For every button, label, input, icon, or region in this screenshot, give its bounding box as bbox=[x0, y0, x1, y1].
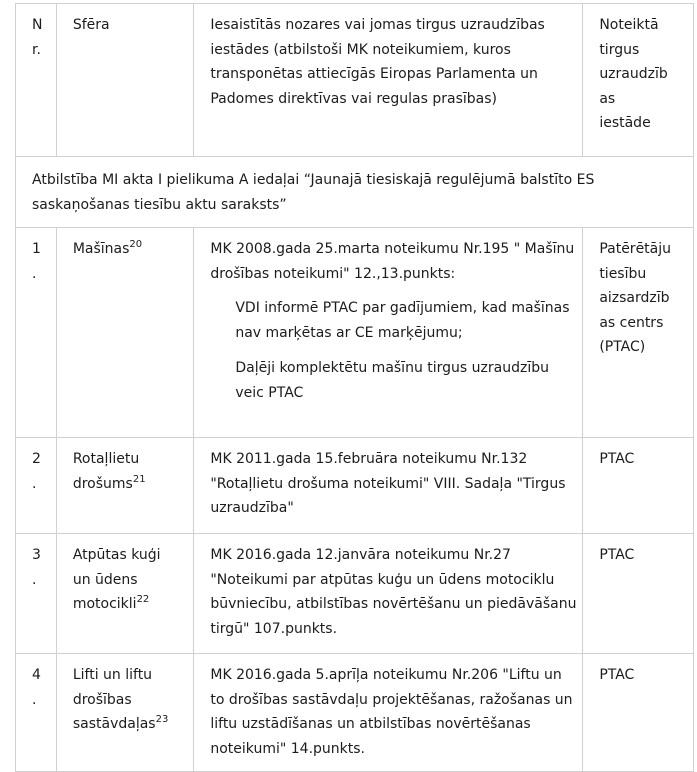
table-row bbox=[16, 534, 694, 654]
table-row bbox=[16, 228, 694, 438]
row-sphere: Mašīnas$^{20}$ bbox=[56, 228, 194, 438]
table-row bbox=[16, 438, 694, 534]
header-authority: Noteiktā tirgus uzraudzīb as iestāde bbox=[583, 4, 694, 157]
row-law: MK 2016.gada 12.janvāra noteikumu Nr.27 "Noteikumi par atpūtas kuģu un ūdens motociklu būvniecību, atbilstības novērtēšanu un piedāvāšanu tirgū" 107.punkts. bbox=[194, 534, 583, 654]
row-sphere: Rotaļlietu drošums$^{21}$ bbox=[56, 438, 194, 534]
header-nr bbox=[16, 4, 57, 157]
row-number: 4 . bbox=[16, 654, 57, 772]
row-law: MK 2016.gada 5.aprīļa noteikumu Nr.206 "Liftu un to drošības sastāvdaļu projektēšanas, ražošanas un liftu uzstādīšanas un atbilstības novērtēšanas noteikumi" 14.punkts. bbox=[194, 654, 583, 772]
footnote-ref[interactable]: 21 bbox=[132, 473, 146, 485]
section-row bbox=[16, 157, 694, 228]
footnote-ref[interactable]: 23 bbox=[155, 714, 169, 725]
row-number: 1 . bbox=[16, 228, 57, 438]
row-law-note: VDI informē PTAC par gadījumiem, kad mašīnas nav marķētas ar CE marķējumu; bbox=[235, 300, 570, 341]
header-nr-line1: N bbox=[32, 17, 43, 33]
row-authority: PTAC bbox=[583, 654, 694, 772]
row-authority: Patērētāju tiesību aizsardzīb as centrs (PTAC) bbox=[583, 228, 694, 438]
row-sphere: Lifti un liftu drošības sastāvdaļas$^{23}$ bbox=[56, 654, 194, 772]
row-authority: PTAC bbox=[583, 438, 694, 534]
header-sfera: Sfēra bbox=[56, 4, 194, 157]
row-number: 2 . bbox=[16, 438, 57, 534]
footnote-ref[interactable]: 20 bbox=[129, 239, 143, 250]
footnote-ref[interactable]: 22 bbox=[136, 594, 150, 605]
row-sphere: Atpūtas kuģi un ūdens motocikli$^{22}$ bbox=[56, 534, 194, 654]
market-surveillance-table bbox=[15, 3, 694, 772]
row-number: 3 . bbox=[16, 534, 57, 654]
row-law: MK 2011.gada 15.februāra noteikumu Nr.132 "Rotaļlietu drošuma noteikumi" VIII. Sadaļa "Tirgus uzraudzība" bbox=[194, 438, 583, 534]
table-header-row bbox=[16, 4, 694, 157]
row-law-note: Daļēji komplektētu mašīnu tirgus uzraudzību veic PTAC bbox=[235, 360, 549, 401]
table-row bbox=[16, 654, 694, 772]
header-nr-line2: r. bbox=[32, 41, 41, 58]
section-row-text: Atbilstība MI akta I pielikuma A iedaļai “Jaunajā tiesiskajā regulējumā balstīto ES saskaņošanas tiesību aktu saraksts” bbox=[16, 157, 694, 228]
row-law: MK 2008.gada 25.marta noteikumu Nr.195 " Mašīnu drošības noteikumi" 12.,13.punkts: VDI informē PTAC par gadījumiem, kad mašīnas nav marķētas ar CE marķējumu; Daļēji komplektētu mašīnu tirgus uzraudzību veic PTAC bbox=[194, 228, 583, 438]
header-institutions: Iesaistītās nozares vai jomas tirgus uzraudzības iestādes (atbilstoši MK noteikumiem, kuros transponētas attiecīgās Eiropas Parlamenta un Padomes direktīvas vai regulas prasības) bbox=[194, 4, 583, 157]
row-authority: PTAC bbox=[583, 534, 694, 654]
